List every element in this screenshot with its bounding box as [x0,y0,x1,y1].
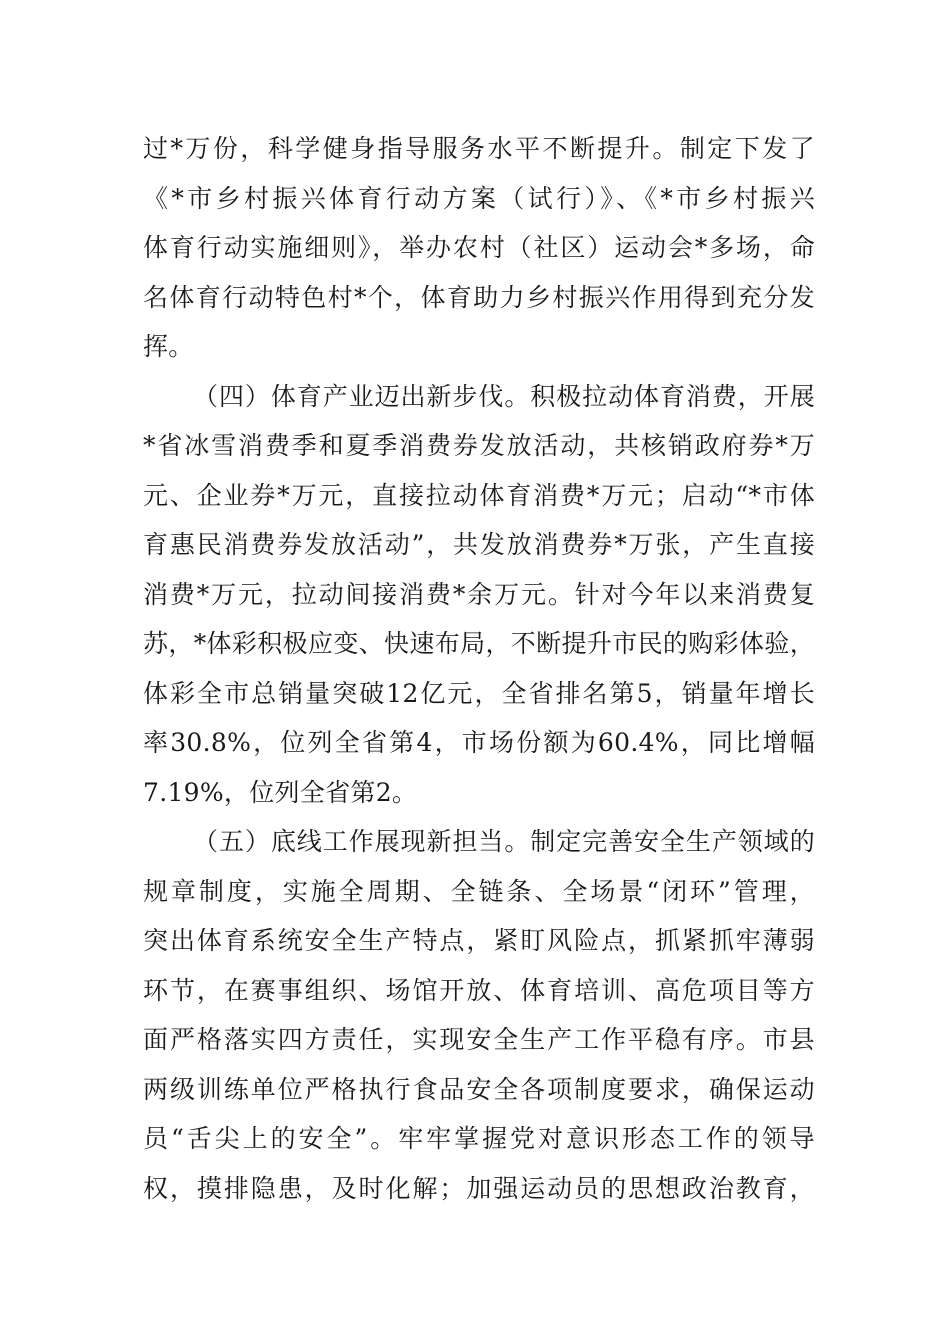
text-line: 名体育行动特色村*个，体育助力乡村振兴作用得到充分发 [143,282,815,312]
text-line: 过*万份，科学健身指导服务水平不断提升。制定下发了 [143,134,815,163]
text-line: 苏，*体彩积极应变、快速布局，不断提升市民的购彩体验， [143,629,815,658]
text-line: 权，摸排隐患，及时化解；加强运动员的思想政治教育， [143,1173,815,1203]
text-line: 两级训练单位严格执行食品安全各项制度要求，确保运动 [143,1074,815,1104]
section-five-heading-line: （五）底线工作展现新担当。制定完善安全生产领域的 [193,827,815,856]
text-line: 体彩全市总销量突破12亿元，全省排名第5，销量年增长 [143,678,815,708]
text-line: 挥。 [143,332,194,361]
text-line: 规章制度，实施全周期、全链条、全场景“闭环”管理， [143,876,815,906]
text-line: 突出体育系统安全生产特点，紧盯风险点，抓紧抓牢薄弱 [143,926,815,955]
text-line: 员“舌尖上的安全”。牢牢掌握党对意识形态工作的领导 [143,1124,815,1153]
text-line: *省冰雪消费季和夏季消费券发放活动，共核销政府券*万 [143,431,815,460]
text-line: 环节，在赛事组织、场馆开放、体育培训、高危项目等方 [143,975,815,1005]
text-line: 育惠民消费券发放活动”，共发放消费券*万张，产生直接 [143,530,815,559]
document-body [143,124,815,1213]
section-four-heading-line: （四）体育产业迈出新步伐。积极拉动体育消费，开展 [193,381,815,411]
text-line: 《*市乡村振兴体育行动方案（试行）》、《*市乡村振兴 [143,183,815,213]
text-line: 面严格落实四方责任，实现安全生产工作平稳有序。市县 [143,1025,815,1054]
text-line: 体育行动实施细则》，举办农村（社区）运动会*多场，命 [143,233,815,262]
text-line: 7.19%，位列全省第2。 [143,777,418,807]
text-line: 消费*万元，拉动间接消费*余万元。针对今年以来消费复 [143,579,815,609]
text-line: 元、企业券*万元，直接拉动体育消费*万元；启动“*市体 [143,480,815,510]
text-line: 率30.8%，位列全省第4，市场份额为60.4%，同比增幅 [143,728,815,757]
